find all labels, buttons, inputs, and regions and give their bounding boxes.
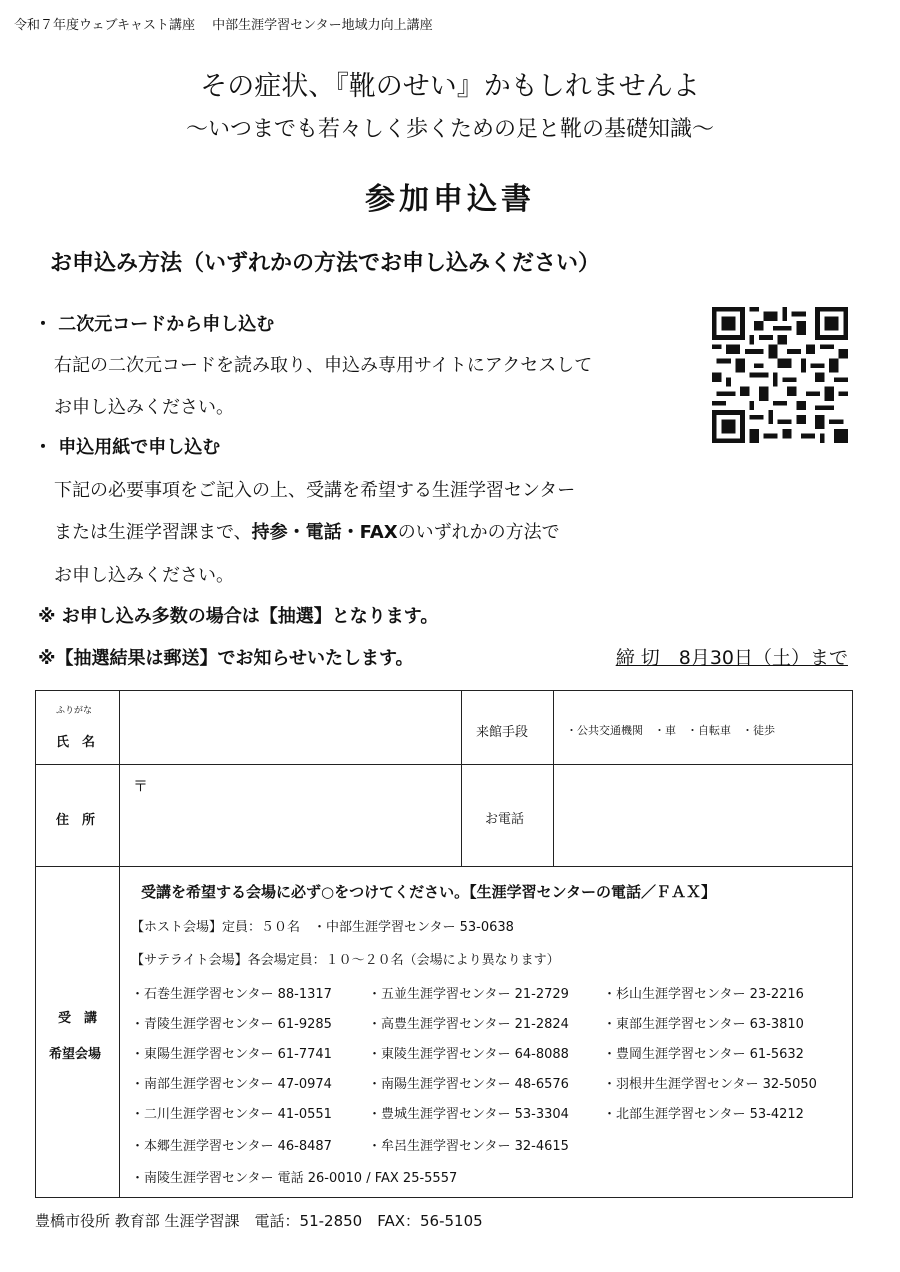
paper-method-text-2c: のいずれかの方法で [397, 522, 560, 543]
result-note: ※【抽選結果は郵送】でお知らせいたします。 [38, 648, 414, 669]
venue-option[interactable]: ・高豊生涯学習センター 21-2824 [368, 1017, 569, 1032]
method-heading: お申込み方法（いずれかの方法でお申し込みください） [50, 251, 601, 276]
venue-option[interactable]: ・豊岡生涯学習センター 61-5632 [603, 1047, 804, 1062]
venue-option[interactable]: ・石巻生涯学習センター 88-1317 [131, 987, 332, 1002]
furigana-label: ふりがな [56, 706, 93, 716]
venue-option[interactable]: ・羽根井生涯学習センター 32-5050 [603, 1077, 817, 1092]
footer-contact: 豊橋市役所 教育部 生涯学習課 電話：51-2850 FAX：56-5105 [35, 1212, 483, 1230]
venue-option[interactable]: ・青陵生涯学習センター 61-9285 [131, 1017, 332, 1032]
venue-option[interactable]: ・東部生涯学習センター 63-3810 [603, 1017, 804, 1032]
venue-instruction: 受講を希望する会場に必ず○をつけてください。【生涯学習センターの電話／ＦＡＸ】 [141, 883, 716, 901]
venue-option[interactable]: ・豊城生涯学習センター 53-3304 [368, 1107, 569, 1122]
venue-option[interactable]: ・五並生涯学習センター 21-2729 [368, 987, 569, 1002]
phone-label: お電話 [485, 812, 525, 827]
venue-option[interactable]: ・北部生涯学習センター 53-4212 [603, 1107, 804, 1122]
satellite-info: 【サテライト会場】各会場定員：１０〜２０名（会場により異なります） [131, 953, 560, 968]
venue-option[interactable]: ・本郷生涯学習センター 46-8487 [131, 1139, 332, 1154]
transport-label: 来館手段 [476, 725, 529, 740]
postal-mark: 〒 [133, 777, 149, 795]
qr-method-text-1: 右記の二次元コードを読み取り、申込み専用サイトにアクセスして [54, 355, 593, 376]
venue-row [131, 1135, 603, 1154]
venue-option[interactable]: ・南部生涯学習センター 47-0974 [131, 1077, 332, 1092]
venue-label-1: 受 講 [58, 1011, 98, 1026]
paper-method-text-2a: または生涯学習課まで、 [54, 522, 252, 543]
venue-option[interactable]: ・南陽生涯学習センター 48-6576 [368, 1077, 569, 1092]
page-title: その症状、『靴のせい』かもしれませんよ [200, 71, 700, 102]
venue-label-2: 希望会場 [49, 1047, 102, 1062]
venue-option[interactable]: ・杉山生涯学習センター 23-2216 [603, 987, 804, 1002]
name-field[interactable] [122, 693, 458, 762]
venue-row [131, 1013, 804, 1032]
venue-row [131, 1043, 804, 1062]
paper-method-heading: ・ 申込用紙で申し込む [34, 437, 221, 458]
qr-code[interactable] [712, 307, 848, 443]
venue-option[interactable]: ・牟呂生涯学習センター 32-4615 [368, 1139, 569, 1154]
venue-row [131, 1103, 804, 1122]
venue-option[interactable]: ・東陽生涯学習センター 61-7741 [131, 1047, 332, 1062]
address-field[interactable] [122, 767, 458, 864]
lottery-note: ※ お申し込み多数の場合は【抽選】となります。 [38, 606, 439, 627]
deadline: 締 切 8月30日（土）まで [615, 647, 848, 669]
phone-field[interactable] [556, 767, 850, 864]
name-label: 氏 名 [56, 735, 96, 750]
paper-method-text-2 [54, 518, 560, 544]
paper-method-text-3: お申し込みください。 [54, 565, 234, 586]
qr-method-text-2: お申し込みください。 [54, 397, 234, 418]
qr-method-heading: ・ 二次元コードから申し込む [34, 314, 275, 335]
paper-method-means: 持参・電話・FAX [251, 522, 398, 543]
application-form [35, 690, 853, 1198]
header-line: 令和７年度ウェブキャスト講座 中部生涯学習センター地域力向上講座 [14, 18, 433, 33]
form-title: 参加申込書 [365, 182, 535, 217]
address-label: 住 所 [56, 813, 96, 828]
paper-method-text-1: 下記の必要事項をご記入の上、受講を希望する生涯学習センター [54, 480, 576, 501]
venue-row [131, 1073, 817, 1092]
venue-option[interactable]: ・二川生涯学習センター 41-0551 [131, 1107, 332, 1122]
venue-option[interactable]: ・東陵生涯学習センター 64-8088 [368, 1047, 569, 1062]
host-venue[interactable]: 【ホスト会場】定員：５０名 ・中部生涯学習センター 53-0638 [131, 920, 514, 935]
venue-row [131, 983, 804, 1002]
page-subtitle: 〜いつまでも若々しく歩くための足と靴の基礎知識〜 [185, 117, 714, 142]
transport-options[interactable]: ・公共交通機関 ・車 ・自転車 ・徒歩 [566, 724, 775, 737]
venue-option-last[interactable]: ・南陵生涯学習センター 電話 26-0010 / FAX 25-5557 [131, 1171, 458, 1186]
